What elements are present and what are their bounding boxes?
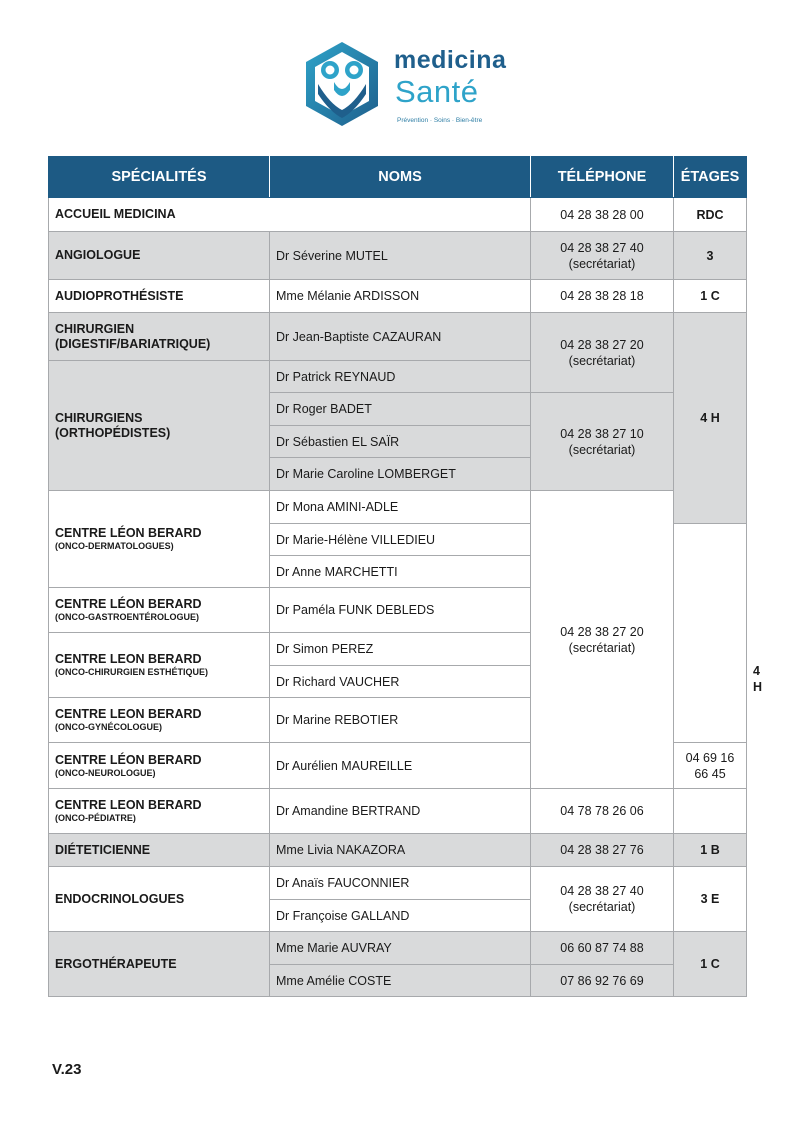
doctor-name-cell: Mme Mélanie ARDISSON <box>270 280 531 313</box>
table-row <box>49 867 747 900</box>
speciality-cell: DIÉTETICIENNE <box>49 834 270 867</box>
speciality-cell: CHIRURGIENS (ORTHOPÉDISTES) <box>49 361 270 491</box>
doctor-name-cell: Mme Livia NAKAZORA <box>270 834 531 867</box>
header-specialities: SPÉCIALITÉS <box>49 157 270 198</box>
table-row <box>49 834 747 867</box>
logo-hexagon-icon <box>302 40 382 128</box>
speciality-cell: ERGOTHÉRAPEUTE <box>49 932 270 997</box>
doctor-name-cell: Dr Séverine MUTEL <box>270 232 531 280</box>
speciality-cell: CENTRE LÉON BERARD (ONCO-GASTROENTÉROLOGUE) <box>49 588 270 633</box>
speciality-cell: AUDIOPROTHÉSISTE <box>49 280 270 313</box>
table-row: CENTRE LÉON BERARD (ONCO-DERMATOLOGUES) Dr Mona AMINI-ADLE 04 28 38 27 20 (secrétariat) 4 H <box>49 491 747 524</box>
speciality-cell: ENDOCRINOLOGUES <box>49 867 270 932</box>
doctor-name-cell: Dr Marie Caroline LOMBERGET <box>270 458 531 491</box>
speciality-cell: CENTRE LÉON BERARD (ONCO-NEUROLOGUE) <box>49 743 270 789</box>
phone-cell: 04 78 78 26 06 <box>531 789 674 834</box>
doctor-name-cell: Dr Anaïs FAUCONNIER <box>270 867 531 900</box>
doctor-name-cell: Dr Jean-Baptiste CAZAURAN <box>270 313 531 361</box>
doctor-name-cell: Dr Richard VAUCHER <box>270 666 531 698</box>
floor-cell: 1 B <box>674 834 747 867</box>
speciality-cell: CENTRE LEON BERARD (ONCO-CHIRURGIEN ESTHÉTIQUE) <box>49 633 270 698</box>
doctor-name-cell: Dr Roger BADET <box>270 393 531 426</box>
doctor-name-cell: Dr Mona AMINI-ADLE <box>270 491 531 524</box>
header-floors: ÉTAGES <box>674 157 747 198</box>
phone-cell: 04 28 38 27 10 (secrétariat) <box>531 393 674 491</box>
doctor-name-cell: Dr Aurélien MAUREILLE <box>270 743 531 789</box>
table-header-row <box>49 157 747 198</box>
phone-cell: 04 28 38 27 40 (secrétariat) <box>531 867 674 932</box>
speciality-cell: CENTRE LEON BERARD (ONCO-PÉDIATRE) <box>49 789 270 834</box>
doctor-name-cell: Dr Sébastien EL SAÏR <box>270 426 531 458</box>
phone-cell: 04 28 38 27 76 <box>531 834 674 867</box>
phone-cell: 07 86 92 76 69 <box>531 965 674 997</box>
floor-cell: 4 H <box>674 313 747 524</box>
floor-cell: 3 <box>674 232 747 280</box>
table-row <box>49 932 747 965</box>
speciality-cell: CENTRE LÉON BERARD (ONCO-DERMATOLOGUES) <box>49 491 270 588</box>
header-names: NOMS <box>270 157 531 198</box>
doctor-name-cell: Dr Amandine BERTRAND <box>270 789 531 834</box>
doctor-name-cell: Mme Marie AUVRAY <box>270 932 531 965</box>
doctor-name-cell: Dr Françoise GALLAND <box>270 900 531 932</box>
floor-cell: 1 C <box>674 932 747 997</box>
directory-table <box>48 156 763 997</box>
phone-cell: 04 28 38 27 20 (secrétariat) <box>531 313 674 393</box>
doctor-name-cell: Dr Paméla FUNK DEBLEDS <box>270 588 531 633</box>
phone-cell: 04 28 38 28 00 <box>531 198 674 232</box>
phone-cell: 06 60 87 74 88 <box>531 932 674 965</box>
floor-cell: RDC <box>674 198 747 232</box>
phone-cell: 04 28 38 28 18 <box>531 280 674 313</box>
phone-cell: 04 69 16 66 45 <box>674 743 747 789</box>
doctor-name-cell: Dr Anne MARCHETTI <box>270 556 531 588</box>
table-row <box>49 232 747 280</box>
phone-cell: 04 28 38 27 40 (secrétariat) <box>531 232 674 280</box>
speciality-cell: CENTRE LEON BERARD (ONCO-GYNÉCOLOGUE) <box>49 698 270 743</box>
floor-cell: 1 C <box>674 280 747 313</box>
version-label: V.23 <box>52 1061 82 1078</box>
table-row <box>49 280 747 313</box>
doctor-name-cell: Dr Simon PEREZ <box>270 633 531 666</box>
logo-wordmark-sub: Santé <box>395 74 479 109</box>
phone-cell: 04 28 38 27 20 (secrétariat) <box>531 491 674 789</box>
doctor-name-cell: Mme Amélie COSTE <box>270 965 531 997</box>
doctor-name-cell: Dr Marine REBOTIER <box>270 698 531 743</box>
doctor-name-cell: Dr Marie-Hélène VILLEDIEU <box>270 524 531 556</box>
speciality-cell: CHIRURGIEN (DIGESTIF/BARIATRIQUE) <box>49 313 270 361</box>
table-row <box>49 198 747 232</box>
floor-cell: 3 E <box>674 867 747 932</box>
speciality-cell: ACCUEIL MEDICINA <box>49 198 531 232</box>
speciality-cell: ANGIOLOGUE <box>49 232 270 280</box>
medicina-sante-logo <box>302 40 512 130</box>
table-row <box>49 313 747 361</box>
logo-tagline: Prévention · Soins · Bien-être <box>397 117 483 124</box>
doctor-name-cell: Dr Patrick REYNAUD <box>270 361 531 393</box>
table-row <box>49 789 747 834</box>
logo-wordmark: medicina <box>394 46 507 74</box>
header-phone: TÉLÉPHONE <box>531 157 674 198</box>
